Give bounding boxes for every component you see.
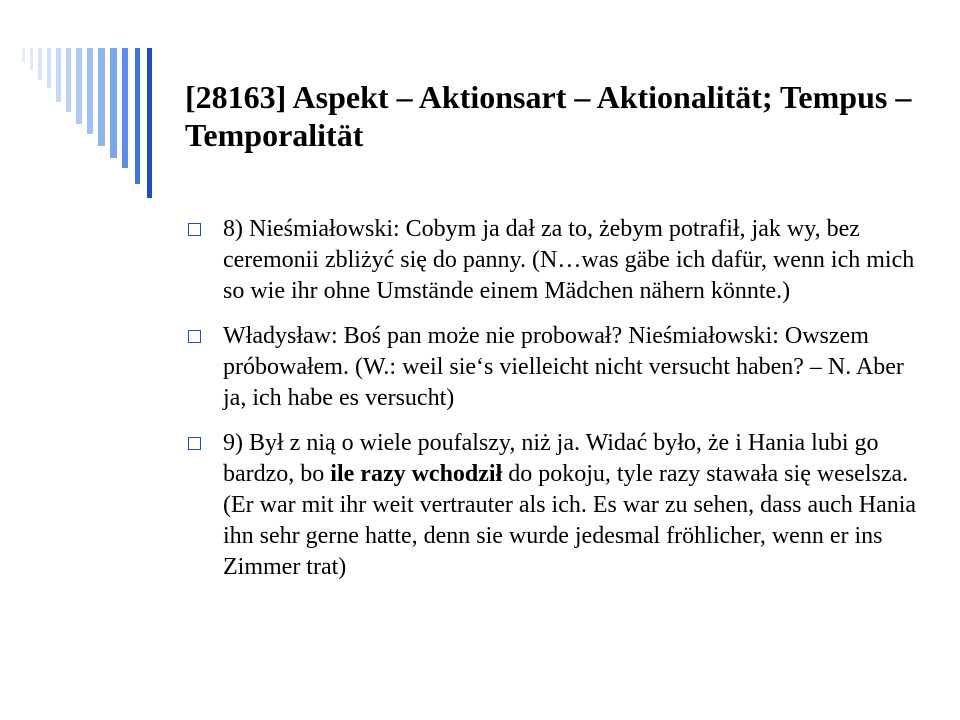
decor-bar xyxy=(47,48,51,88)
decor-bar xyxy=(22,48,25,62)
list-item xyxy=(188,321,918,414)
square-bullet-icon xyxy=(188,223,201,236)
square-bullet-icon xyxy=(188,437,201,450)
decor-bar xyxy=(56,48,61,102)
bullet-text-emphasis: ile razy wchodził xyxy=(330,461,503,487)
bullet-text: 8) Nieśmiałowski: Cobym ja dał za to, żebym potrafił, jak wy, bez ceremonii zbliżyć się do panny. (N…was gäbe ich dafür, wenn ich mich so wie ihr ohne Umstände einem Mädchen nähern könnte.) xyxy=(223,216,915,304)
list-item xyxy=(188,428,918,583)
decor-bar xyxy=(98,48,105,146)
decor-bar xyxy=(135,48,140,184)
decorative-bars xyxy=(0,0,170,200)
decor-bar xyxy=(147,48,152,198)
decor-bar xyxy=(110,48,117,158)
list-item xyxy=(188,214,918,307)
decor-bar xyxy=(38,48,42,80)
bullet-text-before: 9) Był z nią o wiele poufalszy, niż ja. Widać było, że i Hania lubi go bardzo, bo xyxy=(223,430,879,487)
decor-bar xyxy=(87,48,93,134)
bullet-list xyxy=(188,214,918,597)
decor-bar xyxy=(76,48,82,124)
bullet-text-after: do pokoju, tyle razy stawała się weselsza. (Er war mit ihr weit vertrauter als ich. Es war zu sehen, dass auch Hania ihn sehr gerne hatte, denn sie wurde jedesmal fröhlicher, wenn er ins Zimmer trat) xyxy=(223,461,917,580)
decor-bar xyxy=(30,48,33,70)
decor-bar xyxy=(66,48,71,112)
bullet-text: Władysław: Boś pan może nie probował? Nieśmiałowski: Owszem próbowałem. (W.: weil sie‘s vielleicht nicht versucht haben? – N. Aber ja, ich habe es versucht) xyxy=(223,323,904,411)
slide-title: [28163] Aspekt – Aktionsart – Aktionalität; Tempus – Temporalität xyxy=(185,79,912,153)
decor-bar xyxy=(122,48,128,168)
square-bullet-icon xyxy=(188,330,201,343)
